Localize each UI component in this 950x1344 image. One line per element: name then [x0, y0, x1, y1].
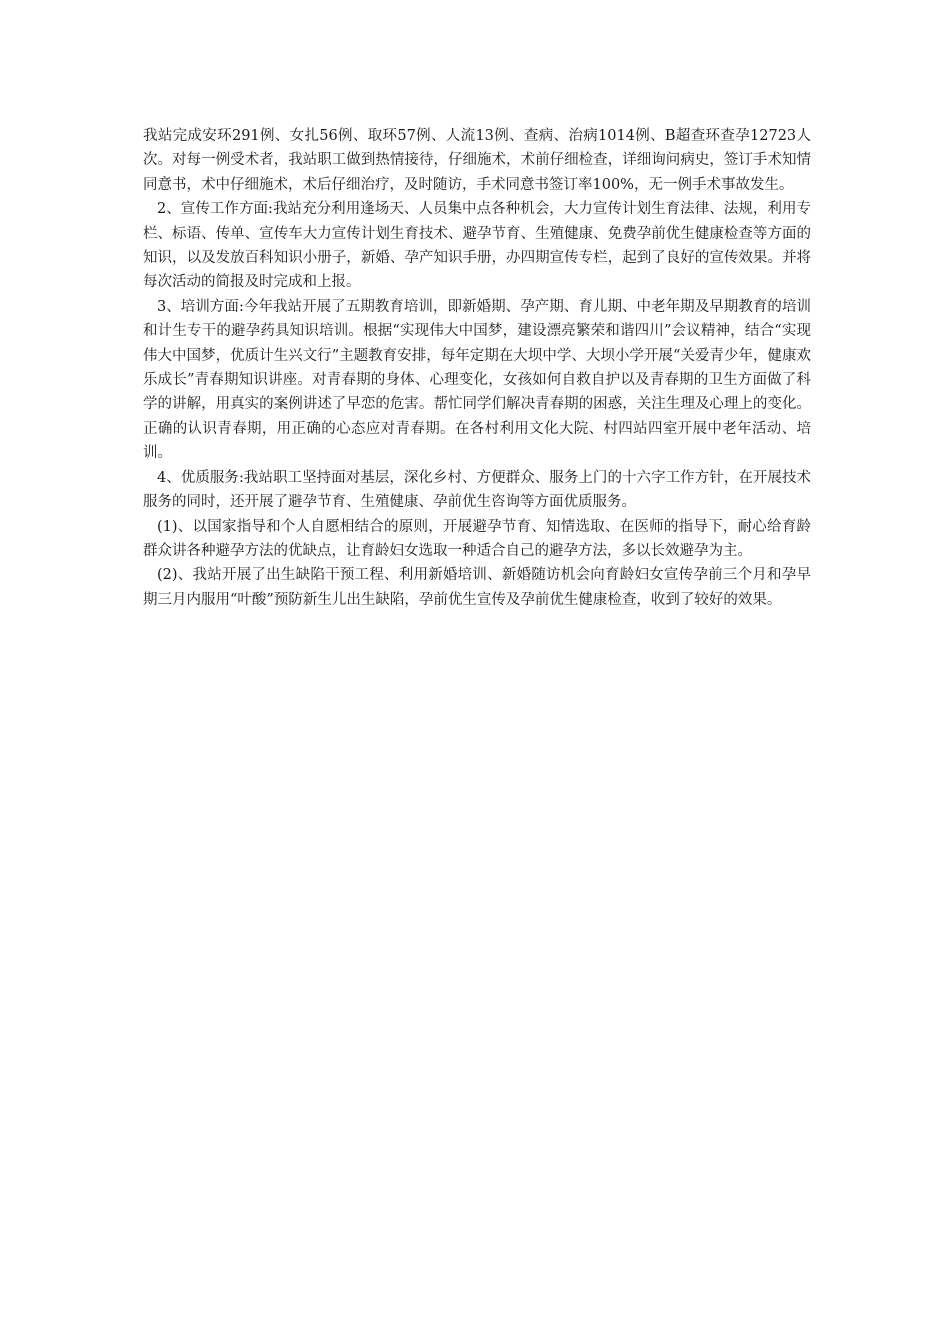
paragraph-item-1: (1)、以国家指导和个人自愿相结合的原则，开展避孕节育、知情选取、在医师的指导下，耐心给育龄群众讲各种避孕方法的优缺点，让育龄妇女选取一种适合自己的避孕方法，多以长效避孕为主。 — [143, 518, 811, 559]
document-body — [143, 124, 811, 612]
paragraph-surgery-stats: 我站完成安环291例、女扎56例、取环57例、人流13例、查病、治病1014例、B超查环查孕12723人次。对每一例受术者，我站职工做到热情接待，仔细施术，术前仔细检查，详细询问病史，签订手术知情同意书，术中仔细施术，术后仔细治疗，及时随访，手术同意书签订率100%，无一例手术事故发生。 — [143, 128, 811, 193]
paragraph-training: 3、培训方面:今年我站开展了五期教育培训，即新婚期、孕产期、育儿期、中老年期及早期教育的培训和计生专干的避孕药具知识培训。根据“实现伟大中国梦，建设漂亮繁荣和谐四川”会议精神，结合“实现伟大中国梦，优质计生兴文行”主题教育安排，每年定期在大坝中学、大坝小学开展“关爱青少年，健康欢乐成长”青春期知识讲座。对青春期的身体、心理变化，女孩如何自救自护以及青春期的卫生方面做了科学的讲解，用真实的案例讲述了早恋的危害。帮忙同学们解决青春期的困惑，关注生理及心理上的变化。正确的认识青春期，用正确的心态应对青春期。在各村利用文化大院、村四站四室开展中老年活动、培训。 — [143, 298, 811, 462]
paragraph-quality-service: 4、优质服务:我站职工坚持面对基层，深化乡村、方便群众、服务上门的十六字工作方针，在开展技术服务的同时，还开展了避孕节育、生殖健康、孕前优生咨询等方面优质服务。 — [143, 469, 811, 511]
paragraph-publicity: 2、宣传工作方面:我站充分利用逢场天、人员集中点各种机会，大力宣传计划生育法律、法规，利用专栏、标语、传单、宣传车大力宣传计划生育技术、避孕节育、生殖健康、免费孕前优生健康检查等方面的知识，以及发放百科知识小册子，新婚、孕产知识手册，办四期宣传专栏，起到了良好的宣传效果。并将每次活动的简报及时完成和上报。 — [143, 201, 811, 291]
paragraph-item-2: (2)、我站开展了出生缺陷干预工程、利用新婚培训、新婚随访机会向育龄妇女宣传孕前三个月和孕早期三月内服用“叶酸”预防新生儿出生缺陷，孕前优生宣传及孕前优生健康检查，收到了较好的效果。 — [143, 567, 811, 608]
